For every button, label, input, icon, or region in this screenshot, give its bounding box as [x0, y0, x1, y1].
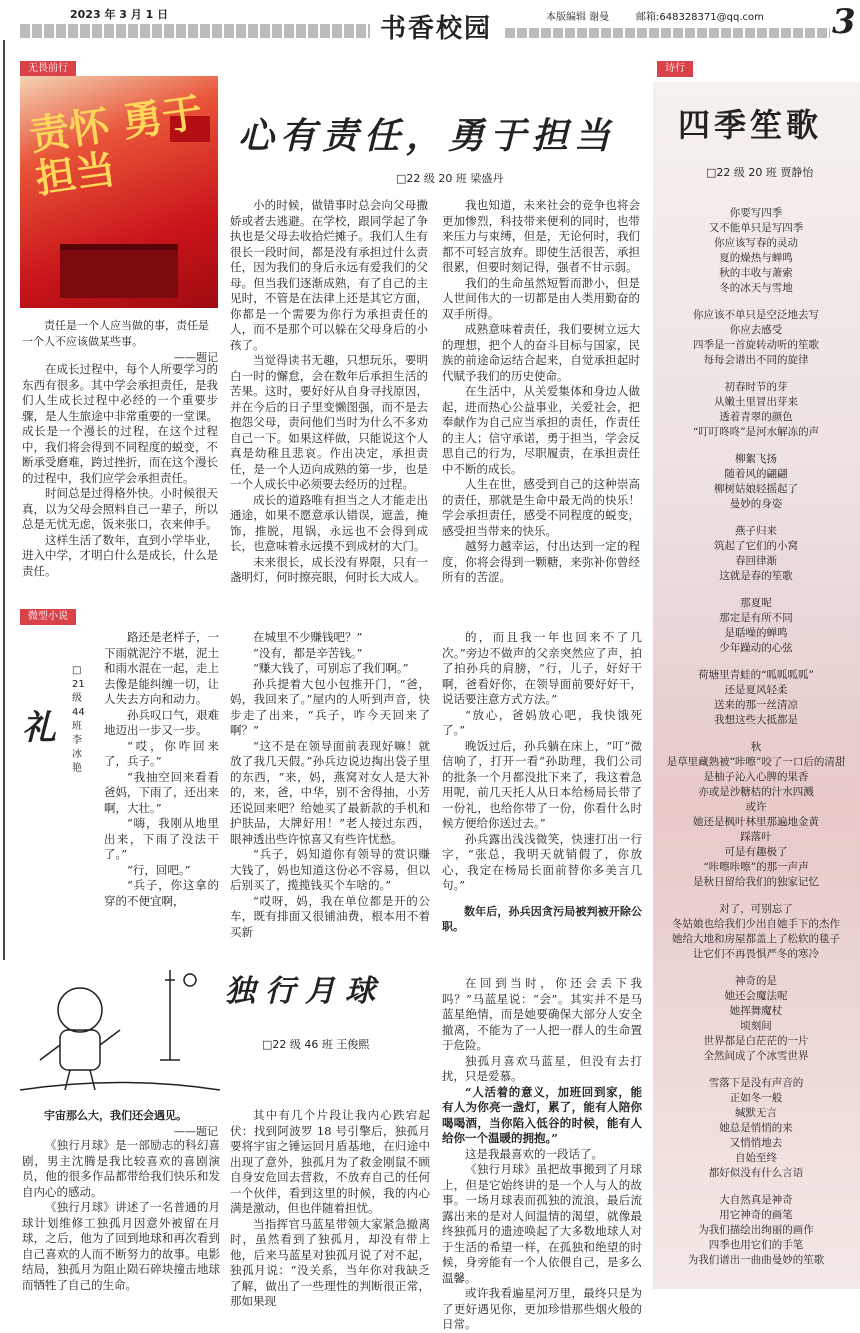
poem-line: 柳树姑娘轻摇起了 [714, 483, 798, 495]
poem-line: 你应去感受 [729, 324, 783, 336]
poem-line: 每每会谱出不同的旋律 [703, 354, 809, 366]
astronaut-cartoon [20, 950, 220, 1100]
article1-column-2 [230, 198, 428, 586]
paragraph: 越努力越幸运，付出达到一定的程度，你将会得到一颗糖，来弥补你曾经所有的苦涩。 [442, 539, 640, 584]
issue-date: 2023 年 3 月 1 日 [70, 8, 169, 21]
paragraph: “兵子，妈知道你有领导的赏识赚大钱了，妈也知道这份必不容易，但以后别买了，揽揽钱买个车啥的。” [230, 847, 430, 892]
poem-line: 她还是枫叶林里那遍地金黄 [693, 816, 819, 828]
poem-body [656, 206, 856, 1280]
poem-line: 是聒噪的蝉鸣 [724, 627, 788, 639]
poem-line: 用它神奇的画笔 [719, 1209, 793, 1221]
paragraph: 《独行月球》是一部励志的科幻喜剧，男主沈腾是我比较喜欢的喜剧演员，他的很多作品都带给我们快乐和发自内心的感动。 [22, 1138, 220, 1199]
poem-line: “咔嚓咔嚓”的那一声声 [703, 861, 809, 873]
poem-line: 是秋日留给我们的独家记忆 [693, 876, 819, 888]
article1-byline: □22 级 20 班 梁盛丹 [396, 172, 504, 185]
poem-line: 自始至终 [735, 1152, 777, 1164]
poem-line: 初春时节的芽 [724, 381, 788, 393]
poem-line: 荷塘里青蛙的“呱呱呱呱” [698, 669, 814, 681]
article2-title: 独行月球 [225, 974, 385, 1009]
poem-line: 神奇的是 [735, 975, 777, 987]
poem-line: 冬姑娘也给我们少出自她手下的杰作 [672, 918, 840, 930]
article2-epigraph-credit: ——题记 [174, 1125, 218, 1138]
poem-stanza [656, 596, 856, 656]
paragraph: 人生在世，感受到自己的这种崇高的责任，那就是生命中最无尚的快乐！学会承担责任，感受不同程度的蜕变，感受担当带来的快乐。 [442, 477, 640, 538]
poem-line: 雪落下是没有声音的 [708, 1077, 804, 1089]
paragraph: 晚饭过后，孙兵躺在床上，“叮”微信响了，打开一看“孙助理，我们公司的批条一个月都没批下来了，我这着急用呢，前几天托人从日本给杨局长带了一份礼，也给你带了一份，你看什么时候方便给你送过去。” [442, 738, 642, 830]
email-credit: 邮箱:648328371@qq.com [636, 12, 764, 23]
poem-line: 让它们不再畏惧严冬的寒冷 [693, 948, 819, 960]
poem-line: 为我们谱出一曲曲曼妙的笙歌 [687, 1254, 825, 1266]
poster-slogan: 责怀 勇于担当 [26, 88, 206, 204]
paragraph: “赚大钱了，可别忘了我们啊。” [253, 661, 409, 675]
poem-line: 夏的燥热与蝉鸣 [719, 252, 793, 264]
poem-line: 都好似没有什么言语 [708, 1167, 804, 1179]
poem-line: 踩落叶 [740, 831, 772, 843]
page-header [0, 0, 860, 46]
poem-stanza [656, 380, 856, 440]
poem-line: 那夏呢 [740, 597, 772, 609]
poem-line: 这就是春的笙歌 [719, 570, 793, 582]
paragraph: 《独行月球》虽把故事搬到了月球上，但是它始终讲的是一个人与人的故事。一场月球表而孤独的流浪，最后流露出来的是对人间温情的渴望，就像最终独孤月的遗迹唤起了大多数地球人对于生活的希望一样，在孤独和绝望的时候，身旁能有一个人依偎自己，是多么温馨。 [442, 1162, 642, 1285]
article1-epigraph-credit: ——题记 [174, 351, 218, 364]
paragraph: 时间总是过得格外快。小时候很天真，以为父母会照料自己一辈子，所以总是无忧无虑，饭来张口，衣来伸手。 [22, 486, 218, 531]
poem-line: 她还会魔法呢 [724, 990, 788, 1002]
paragraph: 在成长过程中，每个人所要学习的东西有很多。其中学会承担责任，是我们人生成长过程中必经的一个重要步骤，是人生旅途中非常重要的一堂课。成长是一个漫长的过程，在这个过程中，我们将会得到不同程度的蜕变，不断承受磨难，跨过挫折，而在这个漫长的过程中，我们应学会承担责任。 [22, 362, 218, 485]
paragraph: 《独行月球》讲述了一名普通的月球计划维修工独孤月因意外被留在月球，之后，他为了回到地球和再次看到自己喜欢的人而不断努力的故事。电影结局，独孤月为阻止陨石碎块撞击地球而牺牲了自己的生命。 [22, 1200, 220, 1292]
poem-line: 四季也用它们的手笔 [708, 1239, 804, 1251]
paragraph: 或许我看遍星河万里，最终只是为了更好遇见你，更加珍惜那些烟火般的日常。 [442, 1286, 642, 1331]
poem-line: 那定是有所不同 [719, 612, 793, 624]
poem-line: 你应该不单只是空泛地去写 [693, 309, 819, 321]
article2-column-2 [230, 1108, 430, 1310]
poem-stanza [656, 452, 856, 512]
poem-byline: □22 级 20 班 贾静怡 [706, 166, 814, 179]
poem-stanza [656, 668, 856, 728]
poem-line: 四季是一首旋转动听的笙歌 [693, 339, 819, 351]
poem-line: 又悄悄地去 [729, 1137, 783, 1149]
paragraph: 当指挥官马蓝星带领大家紧急撤离时，虽然看到了独孤月，却没有带上他，后来马蓝星对独孤月说了对不起，独孤月说：“没关系，当年你对我缺乏了解，做出了一些理性的判断很正常，那如果现 [230, 1216, 430, 1308]
poem-line: 随着风的翩翩 [724, 468, 788, 480]
poem-line: 可是有趣极了 [724, 846, 788, 858]
micro-title: 礼 [22, 708, 56, 748]
poem-line: 缄默无言 [735, 1107, 777, 1119]
paragraph: “我抽空回来看看爸妈，下雨了，还出来啊，大壮。” [104, 769, 219, 815]
poem-line: 秋的丰收与萧索 [719, 267, 793, 279]
paragraph: 未来很长，成长没有界限，只有一盏明灯，何时擦亮眼，何时长大成人。 [230, 554, 428, 584]
paragraph: 这样生活了数年，直到小学毕业，进入中学，才明白什么是成长，什么是责任。 [22, 532, 218, 578]
poem-line: 正如冬一般 [729, 1092, 783, 1104]
poem-stanza [656, 740, 856, 890]
poem-line: 世界都是白茫茫的一片 [703, 1035, 809, 1047]
header-rule-right [505, 28, 830, 38]
section-title: 书香校园 [376, 8, 496, 45]
poem-line: 秋 [750, 741, 762, 753]
poem-line: 她挥舞魔杖 [729, 1005, 783, 1017]
poem-line: 燕子归来 [735, 525, 777, 537]
paragraph: 成熟意味着责任，我们要树立远大的理想，把个人的奋斗目标与国家，民族的前途命运结合起来，自觉承担起时代赋予我们的历史使命。 [442, 322, 640, 383]
poem-line: 是柚子沁入心脾的果香 [703, 771, 809, 783]
editor-credit: 本版编辑 谢曼 [546, 12, 610, 23]
poem-line: 是草里藏熟被“咔嚓”咬了一口后的清甜 [666, 756, 846, 768]
paragraph: 的，而且我一年也回来不了几次。”旁边不做声的父亲突然应了声，拍了拍孙兵的肩膀，“行，儿子，好好干啊，爸看好你，在领导面前要好好干，说话要注意方式方法。” [442, 630, 642, 706]
poem-line: 亦或是沙糖桔的汁水四溅 [698, 786, 814, 798]
micro-byline: □21级44班 李冰艳 [72, 665, 85, 774]
poem-line: 透着青翠的颜色 [719, 411, 793, 423]
article1-column-1 [22, 362, 218, 579]
header-rule-left [20, 24, 370, 38]
paragraph: “嗨，我刚从地里出来，下雨了没法干了。” [104, 816, 219, 861]
paragraph: 这是我最喜欢的一段话了。 [465, 1146, 603, 1161]
micro-ending-note: 数年后，孙兵因贪污局被判被开除公职。 [442, 904, 642, 933]
micro-column-2 [230, 630, 430, 940]
poem-title: 四季笙歌 [678, 106, 823, 144]
poem-stanza [656, 1193, 856, 1268]
poem-stanza [656, 206, 856, 296]
poem-line: 送来的那一丝清凉 [714, 699, 798, 711]
paragraph: “哎呀，妈，我在单位都是开的公车，既有排面又很铺油费，根本用不着买新 [230, 893, 430, 939]
article2-column-1 [22, 1138, 220, 1293]
poem-line: 她给大地和房屋都盖上了松软的毯子 [672, 933, 840, 945]
paragraph: 成长的道路唯有担当之人才能走出通途，如果不愿意承认错误，遮盖，掩饰，推脱，甩锅，永远也不会得到成长，也意味着永远摸不到成材的大门。 [230, 492, 428, 553]
poem-stanza [656, 308, 856, 368]
article2-caption [22, 1108, 218, 1140]
micro-column-3 [442, 630, 642, 935]
paragraph: “兵子，你这拿的穿的不便宜啊， [104, 878, 219, 908]
paragraph: “这不是在领导面前表现好嘛！就放了我几天假。”孙兵边说边掏出袋子里的东西，“来，妈，燕窝对女人是大补的，来，爸，中华，别不舍得抽，小芳还说回来吧？给她买了最新款的手机和护肤品，大牌好用！”老人接过东西，眼神透出些许惊喜又有些许忧愁。 [230, 738, 430, 846]
micro-column-1 [104, 630, 219, 909]
poem-line: 曼妙的身姿 [729, 498, 783, 510]
poem-stanza [656, 974, 856, 1064]
poem-line: “叮叮咚咚”是河水解冻的声 [692, 426, 820, 438]
article1-column-3 [442, 198, 640, 586]
poem-line: 少年躁动的心弦 [719, 642, 793, 654]
article1-title: 心有责任，勇于担当 [238, 115, 617, 157]
paragraph: 小的时候，做错事时总会向父母撒娇或者去逃避。在学校，跟同学起了争执也是父母去收拾烂摊子。我们人生有很长一段时间，都是没有承担过什么责任，因为我们的身后永远有爱我们的父母。但当我们逐渐成熟，有了自己的主见时，不管是在法律上还是其它方面，你都是一个需要为你行为承担责任的人，而不是那个可以躲在父母身后的小孩了。 [230, 198, 428, 352]
paragraph: 我也知道，未来社会的竞争也将会更加惨烈，科技带来便利的同时，也带来压力与束缚，但是，无论何时，我们都不可轻言放弃。即使生活很苦，承担很累，但要时刻记得，强者不甘示弱。 [442, 198, 640, 274]
poem-line: 她总是悄悄的来 [719, 1122, 793, 1134]
poem-line: 你应该写春的灵动 [714, 237, 798, 249]
poster-image [20, 76, 218, 308]
paragraph: “没有，都是辛苦钱。” [253, 645, 363, 660]
poem-line: 冬的冰天与雪地 [719, 282, 793, 294]
article1-epigraph: 责任是一个人应当做的事，责任是一个人不应该做某些事。 [22, 319, 209, 348]
paragraph: 我们的生命虽然短暂而渺小，但是人世间伟大的一切都是由人类用勤奋的双手所得。 [442, 275, 640, 321]
poem-line: 大自然真是神奇 [719, 1194, 793, 1206]
paragraph: 其中有几个片段让我内心跌宕起伏：找到阿波罗 18 号引擎后，独孤月要将宇宙之锤运回月盾基地，在归途中出现了意外，独孤月为了救金刚鼠不顾自身安危回去营救，不放弃自己的任何一个伙伴，看到这里的时候，我的内心满是激动，但也伴随着担忧。 [230, 1108, 430, 1215]
tiananmen-shape [60, 244, 178, 298]
poem-line: 你要写四季 [729, 207, 783, 219]
page-number: 3 [832, 2, 856, 42]
paragraph: 孙兵露出浅浅微笑，快速打出一行字，“张总，我明天就销假了，你放心，我定在杨局长面前替你多美言几句。” [442, 831, 642, 892]
poem-line: 为我们描绘出绚丽的画作 [698, 1224, 814, 1236]
paragraph: 孙兵叹口气，艰难地迈出一步又一步。 [104, 707, 219, 737]
article2-byline: □22 级 46 班 王俊熙 [262, 1038, 370, 1051]
poem-line: 还是夏风轻柔 [724, 684, 788, 696]
section-tag-poetry: 诗行 [657, 61, 693, 77]
poem-line: 顷刻间 [740, 1020, 772, 1032]
paragraph: “人活着的意义，加班回到家，能有人为你亮一盏灯，累了，能有人陪你喝喝酒，当你陷入低谷的时候，能有人给你一个温暖的拥抱。” [442, 1084, 642, 1145]
poem-line: 或许 [745, 801, 767, 813]
poem-line: 又不能单只是写四季 [708, 222, 804, 234]
poem-line: 全然间成了个冰雪世界 [703, 1050, 809, 1062]
paragraph: “行，回吧。” [127, 862, 191, 877]
paragraph: 孙兵提着大包小包推开门，“爸，妈，我回来了。”屋内的人听到声音，快步走了出来，“兵子，咋今天回来了啊？” [230, 676, 430, 737]
paragraph: “哎，你咋回来了，兵子。” [104, 738, 219, 768]
section-tag-micro: 微型小说 [20, 609, 76, 625]
article1-caption [22, 318, 218, 366]
poem-line: 春回律渐 [735, 555, 777, 567]
paragraph: 路还是老样子，一下雨就泥泞不堪，泥土和雨水混在一起，走上去像是能纠缠一切，让人失去方向和动力。 [104, 630, 219, 706]
article2-column-3 [442, 976, 642, 1333]
paragraph: 在回到当时，你还会丢下我吗？”马蓝星说：“会”。其实并不是马蓝星绝情，而是她要确保大部分人安全撤离，不能为了一人把一群人的生命置于危险。 [442, 976, 642, 1052]
poem-line: 柳絮飞扬 [735, 453, 777, 465]
poem-stanza [656, 524, 856, 584]
poem-line: 从嫩土里冒出芽来 [714, 396, 798, 408]
article2-epigraph: 宇宙那么大，我们还会遇见。 [44, 1109, 187, 1122]
paragraph: 在生活中，从关爱集体和身边人做起，进而热心公益事业，关爱社会，把奉献作为自己应当承担的责任，作责任的主人；信守承诺，勇于担当，学会反思自己的行为，尽职履责，在承担责任中不断的成长。 [442, 384, 640, 476]
paragraph: 独孤月喜欢马蓝星，但没有去打扰，只是爱慕。 [442, 1053, 642, 1083]
paragraph: “放心，爸妈放心吧，我快饿死了。” [442, 707, 642, 737]
poem-stanza [656, 1076, 856, 1181]
paragraph: 在城里不少赚钱吧？” [253, 630, 363, 644]
poem-line: 筑起了它们的小窝 [714, 540, 798, 552]
left-margin-rule [3, 40, 5, 960]
poem-line: 对了，可别忘了 [719, 903, 793, 915]
poem-line: 我想这些大抵都是 [714, 714, 798, 726]
paragraph: 当觉得读书无趣，只想玩乐，要明白一时的懈怠，会在数年后承担生活的苦果。这时，要好好从自身寻找原因，并在今后的日子里变懒图强，而不是去抱怨父母，责问他们当时为什么不多劝自己一下。如果这样做，只能说这个人真是幼稚且悲哀。作出决定，承担责任，是一个人迈向成熟的第一步，也是一个人成长中必须要去经历的过程。 [230, 353, 428, 491]
section-tag-fearless: 无畏前行 [20, 61, 76, 77]
poem-stanza [656, 902, 856, 962]
